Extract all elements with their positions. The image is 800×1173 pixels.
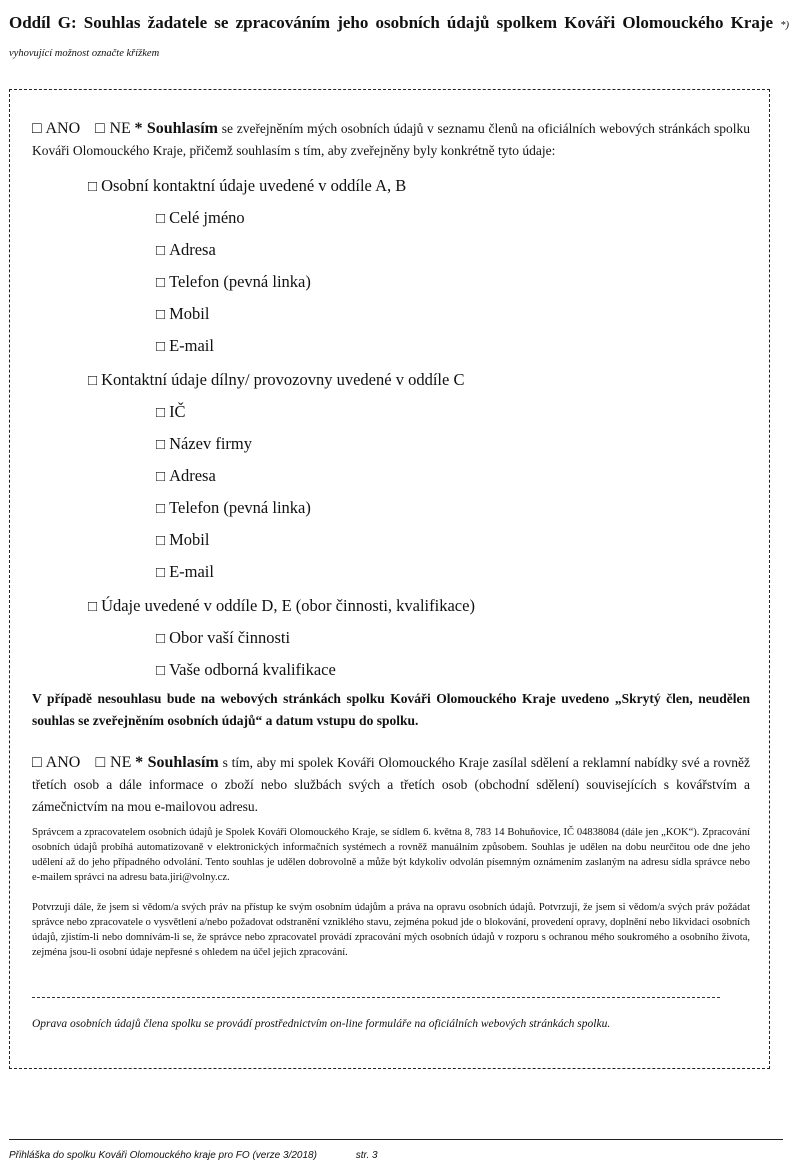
option-ic[interactable]: □ IČ [156, 402, 186, 421]
option-workshop-email[interactable]: □ E-mail [156, 562, 214, 581]
checkbox-icon: □ [156, 469, 166, 485]
checkbox-icon: □ [156, 631, 166, 647]
page-footer [9, 1150, 378, 1161]
checkbox-yes-marketing[interactable]: □ ANO [32, 754, 81, 771]
checkbox-icon: □ [156, 275, 166, 291]
consent-lead-marketing: * Souhlasím [135, 754, 219, 771]
option-workshop-landline[interactable]: □ Telefon (pevná linka) [156, 498, 311, 517]
checkbox-icon: □ [156, 501, 166, 517]
checkbox-icon: □ [88, 179, 98, 195]
consent-marketing [32, 752, 750, 818]
checkbox-icon: □ [156, 437, 166, 453]
separator-line [32, 997, 720, 998]
checkbox-icon: □ [88, 599, 98, 615]
disagree-note: V případě nesouhlasu bude na webových stránkách spolku Kováři Olomouckého Kraje uvedeno „Skrytý člen, neudělen souhlas se zveřejněním osobních údajů“ a datum vstupu do spolku. [32, 691, 750, 728]
checkbox-no-marketing[interactable]: □ NE [95, 754, 132, 771]
option-email[interactable]: □ E-mail [156, 336, 214, 355]
controller-info: Správcem a zpracovatelem osobních údajů je Spolek Kováři Olomouckého Kraje, se sídlem 6. května 8, 783 14 Bohuňovice, IČ 04838084 (dále jen „KOK“). Zpracování osobních údajů probíhá automatizovaně v elektronických informačních systémech a rovněž manuálním způsobem. Souhlas je udělen na dobu neurčitou ode dne jeho udělení až do jeho případného odvolání. Tento souhlas je udělen dobrovolně a může být kdykoliv odvolán písemným oznámením zaslaným na adresu sídla správce nebo e-mailem správci na adresu bata.jiri@volny.cz. [32, 827, 750, 883]
rights-info: Potvrzuji dále, že jsem si vědom/a svých práv na přístup ke svým osobním údajům a práva na opravu osobních údajů. Potvrzuji, že jsem si vědom/a svých práv požádat správce nebo zpracovatele o vysvětlení a/nebo požadovat odstranění vzniklého stavu, zejména pokud jde o blokování, provedení opravy, doplnění nebo likvidaci osobních údajů, zjistím-li nebo domnívám-li se, že správce nebo zpracovatel provádí zpracování mých osobních údajů v rozporu s ochranou mého soukromého a osobního života, zejména jsou-li osobní údaje nepřesné s ohledem na účel jejich zpracování. [32, 902, 750, 958]
option-field-of-activity[interactable]: □ Obor vaší činnosti [156, 628, 291, 647]
consent-text-marketing: s tím, aby mi spolek Kováři Olomouckého Kraje zasílal sdělení a reklamní nabídky své a rovněž třetích osob a dále informace o zboží nebo službách svých a třetích osob (obchodní sdělení) souvisejících s kovářstvím a zámečnictvím na mou e-mailovou adresu. [32, 755, 751, 814]
option-address[interactable]: □ Adresa [156, 240, 216, 259]
checkbox-icon: □ [156, 243, 166, 259]
group-workshop-contact[interactable]: □ Kontaktní údaje dílny/ provozovny uvedené v oddíle C [88, 370, 465, 389]
option-workshop-address[interactable]: □ Adresa [156, 466, 216, 485]
correction-note: Oprava osobních údajů člena spolku se provádí prostřednictvím on-line formuláře na oficiálních webových stránkách spolku. [32, 1018, 611, 1030]
checkbox-yes[interactable]: □ ANO [32, 120, 81, 137]
consent-lead: * Souhlasím [134, 120, 218, 137]
checkbox-icon: □ [156, 307, 166, 323]
consent-publication [32, 118, 750, 162]
option-workshop-mobile[interactable]: □ Mobil [156, 530, 210, 549]
checkbox-icon: □ [88, 373, 98, 389]
section-heading [9, 10, 789, 66]
group-personal-contact[interactable]: □ Osobní kontaktní údaje uvedené v oddíle A, B [88, 176, 407, 195]
checkbox-icon: □ [156, 405, 166, 421]
checkbox-icon: □ [156, 533, 166, 549]
checkbox-icon: □ [156, 565, 166, 581]
footer-page-number: str. 3 [355, 1150, 378, 1161]
checkbox-icon: □ [156, 663, 166, 679]
footer-document-name: Přihláška do spolku Kováři Olomouckého kraje pro FO (verze 3/2018) [9, 1150, 317, 1161]
group-field-qualification[interactable]: □ Údaje uvedené v oddíle D, E (obor činnosti, kvalifikace) [88, 596, 475, 615]
footer-divider [9, 1139, 783, 1140]
option-full-name[interactable]: □ Celé jméno [156, 208, 245, 227]
checkbox-icon: □ [156, 339, 166, 355]
section-title: Oddíl G: Souhlas žadatele se zpracováním jeho osobních údajů spolkem Kováři Olomouckého Kraje [9, 13, 774, 32]
checkbox-no[interactable]: □ NE [95, 120, 131, 137]
consent-text: se zveřejněním mých osobních údajů v seznamu členů na oficiálních webových stránkách spolku Kováři Olomouckého Kraje, přičemž souhlasím s tím, aby zveřejněny byly konkrétně tyto údaje: [32, 121, 751, 158]
checkbox-icon: □ [156, 211, 166, 227]
option-qualification[interactable]: □ Vaše odborná kvalifikace [156, 660, 336, 679]
option-mobile[interactable]: □ Mobil [156, 304, 210, 323]
option-company-name[interactable]: □ Název firmy [156, 434, 252, 453]
option-landline[interactable]: □ Telefon (pevná linka) [156, 272, 311, 291]
instruction-note: *) vyhovující možnost označte křížkem [9, 20, 790, 59]
